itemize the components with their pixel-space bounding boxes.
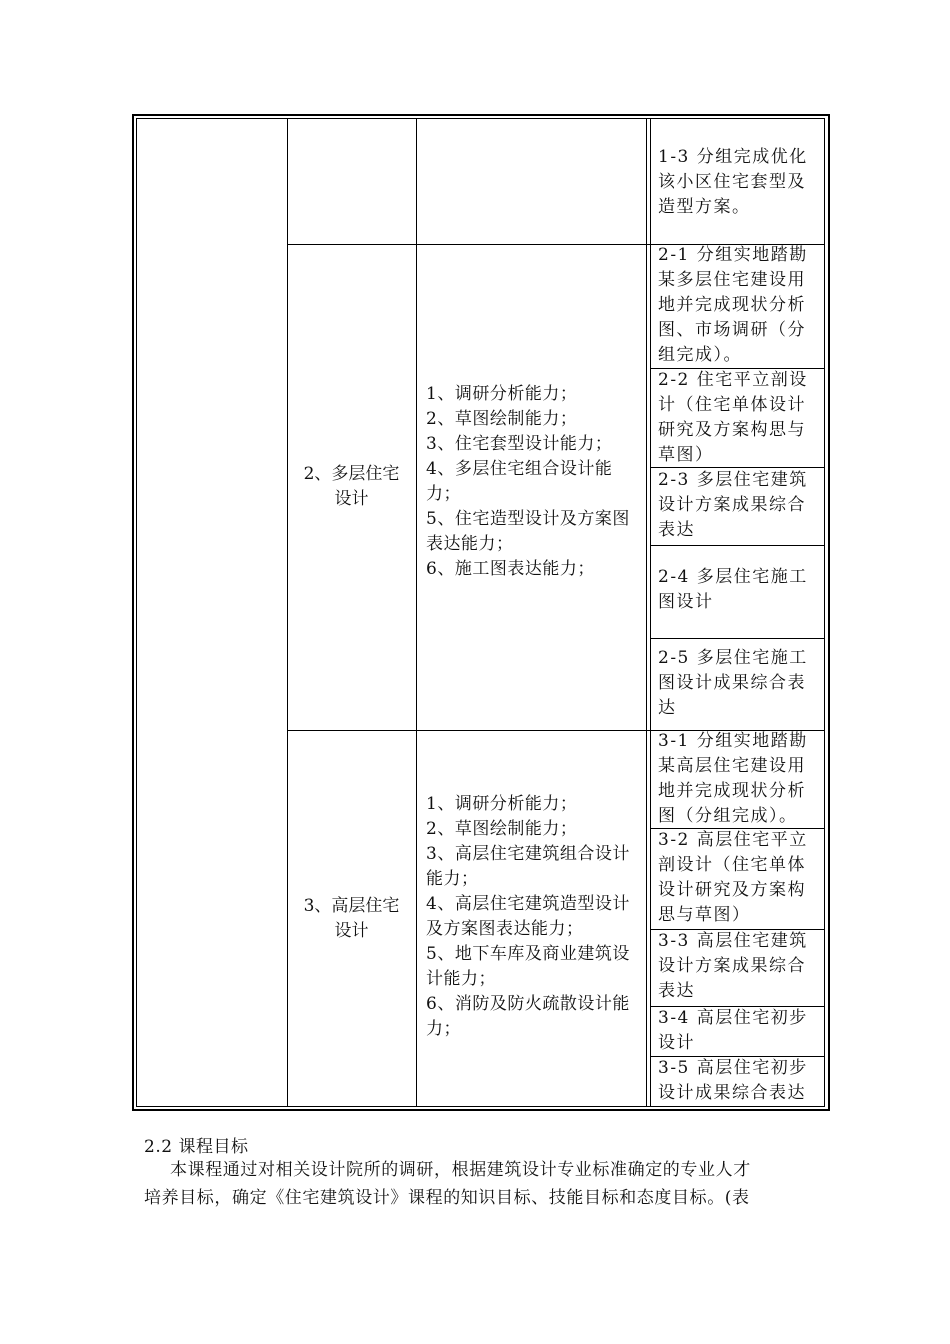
module-cell: 3、高层住宅 设计	[303, 895, 400, 941]
ability-list: 1、调研分析能力； 2、草图绘制能力； 3、住宅套型设计能力； 4、多层住宅组合设计能 力； 5、住宅造型设计及方案图 表达能力； 6、施工图表达能力；	[426, 384, 630, 579]
paragraph-line: 培养目标，确定《住宅建筑设计》课程的知识目标、技能目标和态度目标。(表	[144, 1188, 750, 1208]
task-cell: 1-3 分组完成优化 该小区住宅套型及 造型方案。	[658, 147, 808, 217]
column-divider	[646, 118, 647, 1107]
task-cell: 2-3 多层住宅建筑 设计方案成果综合 表达	[658, 470, 808, 540]
task-divider	[650, 638, 825, 639]
task-cell: 3-3 高层住宅建筑 设计方案成果综合 表达	[658, 931, 808, 1001]
task-cell: 2-1 分组实地踏勘 某多层住宅建设用 地并完成现状分析 图、市场调研（分 组完成）。	[658, 245, 808, 365]
section-heading: 2.2 课程目标	[144, 1137, 249, 1157]
task-cell: 3-5 高层住宅初步 设计成果综合表达	[658, 1058, 808, 1103]
task-cell: 2-4 多层住宅施工 图设计	[658, 567, 808, 612]
task-divider	[650, 545, 825, 546]
task-cell: 2-2 住宅平立剖设 计（住宅单体设计 研究及方案构思与 草图）	[658, 370, 808, 465]
paragraph-line: 本课程通过对相关设计院所的调研，根据建筑设计专业标准确定的专业人才	[170, 1160, 751, 1180]
task-cell: 3-4 高层住宅初步 设计	[658, 1008, 808, 1053]
task-cell: 3-2 高层住宅平立 剖设计（住宅单体 设计研究及方案构 思与草图）	[658, 830, 808, 925]
task-cell: 3-1 分组实地踏勘 某高层住宅建设用 地并完成现状分析 图（分组完成）。	[658, 731, 808, 826]
ability-list: 1、调研分析能力； 2、草图绘制能力； 3、高层住宅建筑组合设计 能力； 4、高层住宅建筑造型设计 及方案图表达能力； 5、地下车库及商业建筑设 计能力； 6、消防及防火疏散设计能 力；	[426, 794, 630, 1039]
task-cell: 2-5 多层住宅施工 图设计成果综合表 达	[658, 648, 808, 718]
module-cell: 2、多层住宅 设计	[303, 464, 400, 509]
